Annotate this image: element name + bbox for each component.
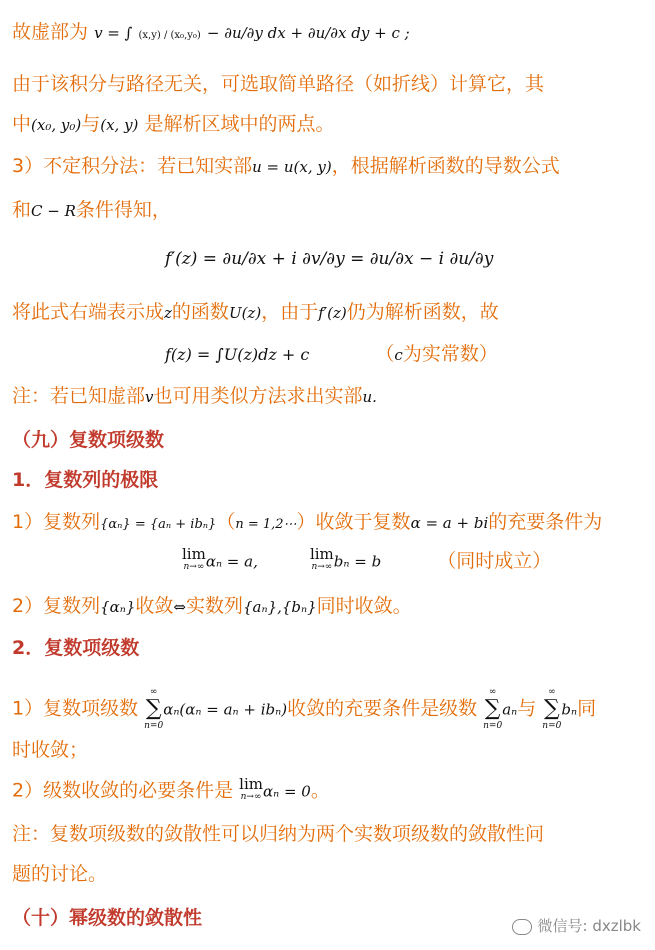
math: aₙ (502, 700, 518, 719)
section-heading: （十）幂级数的敛散性 (12, 907, 203, 929)
sum-symbol: ∞ ∑ n=0 (144, 687, 164, 731)
math: {aₙ},{bₙ} (243, 598, 317, 616)
equation: f(z) = ∫U(z)dz + c (165, 345, 310, 364)
paragraph-line (12, 300, 499, 325)
text: 2）复数列 (12, 595, 101, 617)
text: ，根据解析函数的导数公式 (331, 155, 560, 177)
wechat-icon (512, 919, 532, 935)
text: 仍为解析函数，故 (346, 301, 499, 323)
text: 1）复数列 (12, 511, 101, 533)
math: n = 1,2⋯ (235, 517, 297, 532)
paragraph-line (12, 775, 330, 804)
text: 同时收敛。 (316, 595, 412, 617)
text: 的充要条件为 (488, 511, 603, 533)
text: 同 (577, 697, 597, 720)
note: （同时成立） (437, 549, 552, 572)
limit: lim n→∞ (239, 775, 263, 802)
math: f′(z) (318, 304, 347, 322)
limit-b: lim n→∞ (309, 545, 334, 572)
math: u = u(x, y) (252, 158, 332, 176)
wechat-watermark (512, 915, 641, 936)
text: 条件得知， (75, 199, 171, 221)
math: {αₙ} = {aₙ + ibₙ} (100, 517, 217, 532)
math: C − R (31, 202, 76, 220)
text: ）收敛于复数 (296, 511, 411, 533)
equation-derivative (165, 246, 493, 271)
note-line (12, 384, 377, 409)
paragraph-line: 注：复数项级数的敛散性可以归纳为两个实数项级数的敛散性问 (12, 823, 545, 845)
math: bₙ = b (333, 552, 382, 571)
math: αₙ(αₙ = aₙ + ibₙ) (163, 700, 288, 719)
note: （ (375, 343, 395, 365)
math: v (145, 388, 154, 406)
math: c (394, 346, 403, 364)
paragraph-line (12, 154, 560, 179)
text: 注：若已知虚部 (12, 385, 146, 407)
sum-symbol: ∞ ∑ n=0 (483, 687, 503, 731)
math: U(z) (228, 304, 262, 322)
formula-line-imag-part (12, 20, 410, 48)
sum-symbol: ∞ ∑ n=0 (542, 687, 562, 731)
integral-expr: v = ∫ (94, 24, 133, 42)
text: 和 (12, 199, 32, 221)
paragraph-line (12, 198, 171, 223)
math: bₙ (561, 700, 578, 719)
paragraph-line (12, 112, 334, 137)
text: 与 (81, 113, 101, 135)
text: 将此式右端表示成 (12, 301, 165, 323)
text: 收敛 (135, 595, 174, 617)
section-heading: （九）复数项级数 (12, 429, 165, 451)
math: z (164, 304, 172, 322)
paragraph-line (12, 594, 412, 619)
paragraph-line: 时收敛； (12, 739, 89, 761)
text: 实数列 (185, 595, 243, 617)
paragraph-line: 由于该积分与路径无关，可选取简单路径（如折线）计算它，其 (12, 73, 545, 95)
text: 与 (517, 697, 537, 720)
text: 中 (12, 113, 32, 135)
paragraph-line (12, 510, 602, 537)
note: 为实常数） (402, 343, 498, 365)
text: （ (216, 511, 236, 533)
text: 故虚部为 (12, 21, 89, 43)
text: 也可用类似方法求出实部 (153, 385, 363, 407)
limit-a: lim n→∞ (182, 545, 206, 572)
text: 收敛的充要条件是级数 (287, 697, 478, 720)
integral-limits: (x,y) / (x₀,y₀) (138, 30, 201, 41)
integrand: − ∂u/∂y dx + ∂u/∂x dy + c ; (206, 24, 410, 42)
text: 。 (310, 779, 330, 802)
equation-integral (165, 342, 498, 367)
watermark-text: 微信号: dxzlbk (537, 917, 641, 935)
subsection-heading: 1．复数列的极限 (12, 469, 159, 491)
math: ⇔ (173, 598, 186, 616)
text: 1）复数项级数 (12, 697, 139, 720)
math: {αₙ} (100, 598, 136, 616)
equation: f′(z) = ∂u/∂x + i ∂v/∂y = ∂u/∂x − i ∂u/∂y (165, 249, 494, 269)
text: 3）不定积分法：若已知实部 (12, 155, 253, 177)
subsection-heading: 2．复数项级数 (12, 637, 140, 659)
paragraph-line (12, 686, 596, 732)
text: ，由于 (261, 301, 319, 323)
paragraph-line: 题的讨论。 (12, 863, 108, 885)
math: α = a + bi (410, 514, 489, 532)
math: αₙ = 0 (262, 782, 311, 801)
math: u. (362, 388, 377, 406)
text: 的函数 (171, 301, 229, 323)
math: (x, y) (100, 116, 139, 134)
math: αₙ = a, (205, 552, 258, 571)
math: (x₀, y₀) (31, 116, 82, 134)
text: 是解析区域中的两点。 (138, 113, 335, 135)
equation-limits (182, 545, 552, 574)
text: 2）级数收敛的必要条件是 (12, 779, 234, 802)
